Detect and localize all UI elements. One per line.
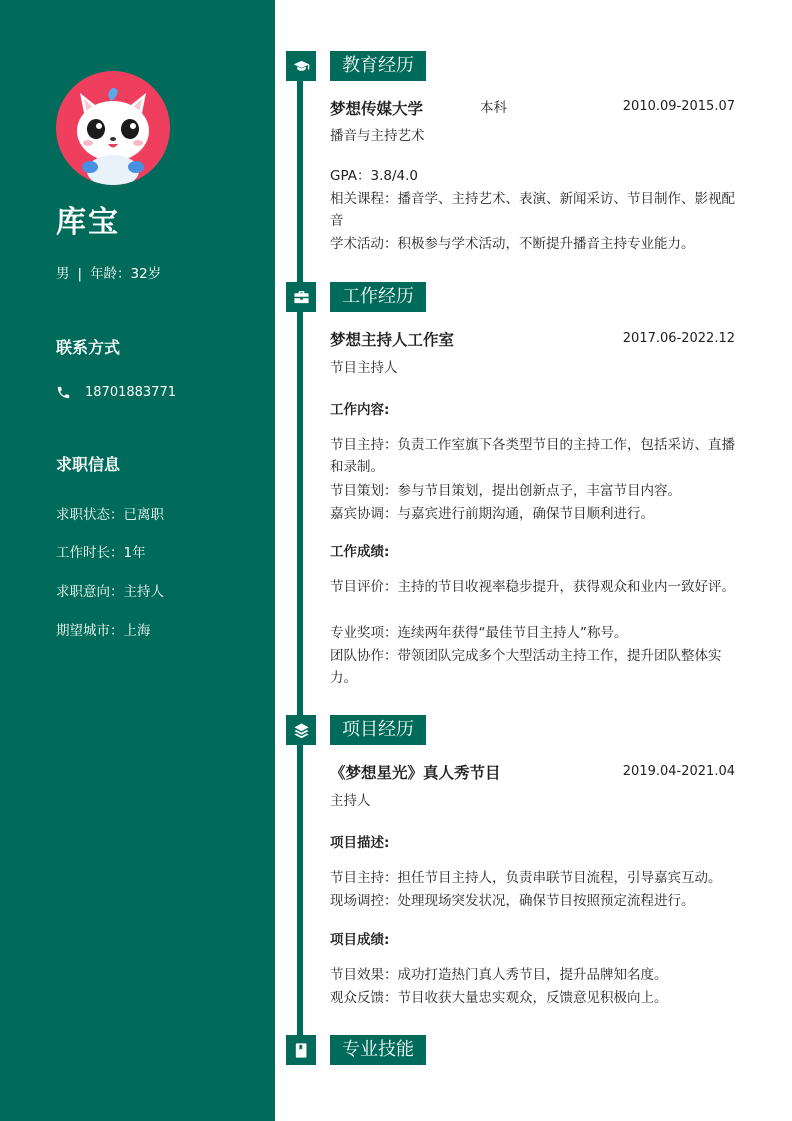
project-result-item: 节目效果：成功打造热门真人秀节目，提升品牌知名度。 <box>330 967 668 983</box>
work-result-item: 团队协作：带领团队完成多个大型活动主持工作，提升团队整体实力。 <box>330 648 722 686</box>
school-name: 梦想传媒大学 <box>330 100 424 118</box>
work-role: 节目主持人 <box>330 360 398 376</box>
timeline-line <box>297 66 303 1036</box>
project-results-heading: 项目成绩: <box>330 932 390 948</box>
layers-icon <box>293 722 310 739</box>
briefcase-icon <box>293 289 310 306</box>
job-info-heading: 求职信息 <box>56 455 121 474</box>
work-duration: 工作时长：1年 <box>56 545 146 561</box>
basic-info <box>56 262 161 282</box>
project-name: 《梦想星光》真人秀节目 <box>330 764 501 782</box>
gpa: GPA：3.8/4.0 <box>330 168 418 184</box>
avatar <box>56 71 170 185</box>
work-results-heading: 工作成绩: <box>330 544 390 560</box>
work-content-heading: 工作内容: <box>330 402 390 418</box>
education-dates: 2010.09-2015.07 <box>622 99 735 114</box>
work-result-item: 专业奖项：连续两年获得“最佳节目主持人”称号。 <box>330 625 628 641</box>
expected-city: 期望城市：上海 <box>56 623 151 639</box>
project-desc-item: 节目主持：担任节目主持人，负责串联节目流程，引导嘉宾互动。 <box>330 870 722 886</box>
book-icon <box>293 1042 310 1059</box>
work-content-item: 节目策划：参与节目策划，提出创新点子，丰富节目内容。 <box>330 483 681 499</box>
work-dates: 2017.06-2022.12 <box>622 331 735 346</box>
work-result-item: 节目评价：主持的节目收视率稳步提升，获得观众和业内一致好评。 <box>330 579 735 595</box>
gender: 男 <box>56 266 70 282</box>
project-result-item: 观众反馈：节目收获大量忠实观众，反馈意见积极向上。 <box>330 990 668 1006</box>
degree: 本科 <box>480 100 507 116</box>
phone-row <box>56 385 176 400</box>
major: 播音与主持艺术 <box>330 128 425 144</box>
age: 年龄：32岁 <box>90 266 162 282</box>
education-icon-box <box>286 51 316 81</box>
graduation-cap-icon <box>293 58 310 75</box>
phone-number: 18701883771 <box>85 385 176 400</box>
project-dates: 2019.04-2021.04 <box>622 764 735 779</box>
sidebar <box>0 0 275 1121</box>
phone-icon <box>56 385 71 400</box>
skills-title: 专业技能 <box>330 1035 426 1065</box>
project-title: 项目经历 <box>330 715 426 745</box>
courses: 相关课程：播音学、主持艺术、表演、新闻采访、节目制作、影视配音 <box>330 191 735 229</box>
contact-heading: 联系方式 <box>56 338 121 357</box>
cat-mascot-icon <box>56 71 170 185</box>
job-status: 求职状态：已离职 <box>56 507 164 523</box>
work-content-item: 节目主持：负责工作室旗下各类型节目的主持工作，包括采访、直播和录制。 <box>330 437 735 475</box>
candidate-name: 库宝 <box>56 205 120 240</box>
skills-icon-box <box>286 1035 316 1065</box>
project-desc-item: 现场调控：处理现场突发状况，确保节目按照预定流程进行。 <box>330 893 695 909</box>
project-desc-heading: 项目描述: <box>330 835 390 851</box>
work-icon-box <box>286 282 316 312</box>
work-content-item: 嘉宾协调：与嘉宾进行前期沟通，确保节目顺利进行。 <box>330 506 654 522</box>
job-intention: 求职意向：主持人 <box>56 584 164 600</box>
academic-activities: 学术活动：积极参与学术活动，不断提升播音主持专业能力。 <box>330 236 695 252</box>
project-icon-box <box>286 715 316 745</box>
education-title: 教育经历 <box>330 51 426 81</box>
project-role: 主持人 <box>330 793 371 809</box>
company-name: 梦想主持人工作室 <box>330 331 455 349</box>
info-separator: | <box>77 266 83 282</box>
work-title: 工作经历 <box>330 282 426 312</box>
